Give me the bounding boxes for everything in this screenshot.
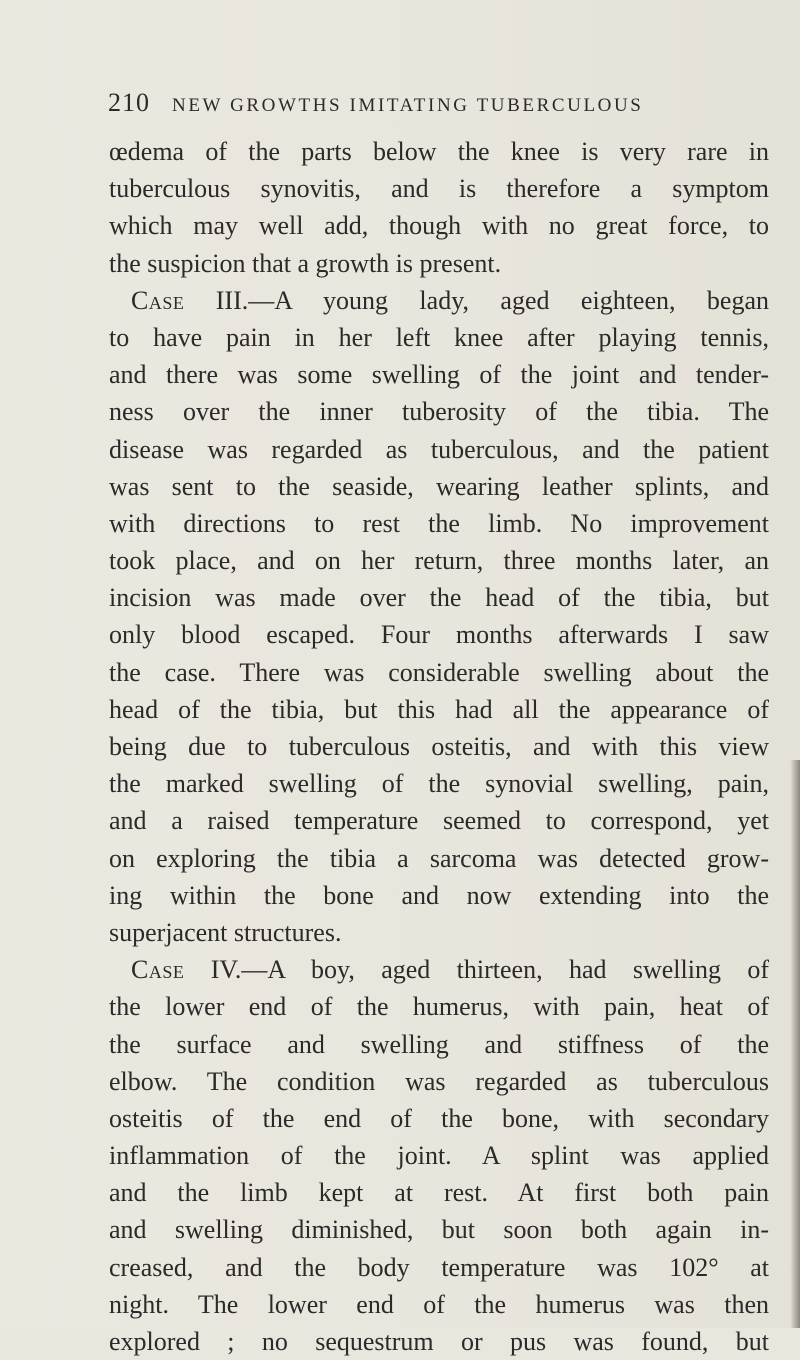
line-text: the lower end of the humerus, with pain, heat of (109, 992, 769, 1022)
case-heading: Case (131, 955, 185, 985)
line-text: and a raised temperature seemed to correspond, yet (109, 806, 769, 836)
text-line (109, 951, 769, 988)
text-line (109, 1063, 769, 1100)
text-line (109, 505, 769, 542)
text-line (109, 542, 769, 579)
text-line (109, 1286, 769, 1323)
page-header (108, 88, 728, 124)
line-text: explored ; no sequestrum or pus was found, but (109, 1327, 769, 1356)
text-line (109, 988, 769, 1025)
line-text: the suspicion that a growth is present. (109, 248, 502, 278)
text-line (109, 840, 769, 877)
running-head: NEW GROWTHS IMITATING TUBERCULOUS (172, 95, 644, 116)
text-line (109, 616, 769, 653)
text-line (109, 802, 769, 839)
text-line (109, 431, 769, 468)
text-line (109, 245, 769, 282)
line-text: ness over the inner tuberosity of the tibia. The (109, 397, 769, 427)
line-text: to have pain in her left knee after playing tennis, (109, 322, 769, 352)
page-edge-shadow (790, 760, 800, 1328)
line-text: creased, and the body temperature was 102° at (109, 1252, 769, 1282)
text-line (109, 133, 769, 170)
line-text: and there was some swelling of the joint and tender- (109, 360, 769, 390)
line-text: which may well add, though with no great force, to (109, 211, 769, 241)
line-text: and swelling diminished, but soon both again in- (109, 1215, 769, 1245)
line-text: III.—A young lady, aged eighteen, began (184, 285, 769, 315)
text-line (109, 579, 769, 616)
text-line (109, 654, 769, 691)
text-line (109, 1323, 769, 1360)
line-text: osteitis of the end of the bone, with secondary (109, 1103, 769, 1133)
line-text: the marked swelling of the synovial swelling, pain, (109, 769, 769, 799)
line-text: incision was made over the head of the tibia, but (109, 583, 769, 613)
text-line (109, 728, 769, 765)
text-line (109, 1249, 769, 1286)
text-line (109, 207, 769, 244)
text-line (109, 468, 769, 505)
line-text: being due to tuberculous osteitis, and with this view (109, 732, 769, 761)
line-text: superjacent structures. (109, 917, 342, 947)
line-text: inflammation of the joint. A splint was applied (109, 1141, 769, 1171)
line-text: head of the tibia, but this had all the appearance of (109, 694, 769, 724)
line-text: the case. There was considerable swelling about the (109, 657, 769, 687)
line-text: disease was regarded as tuberculous, and the patient (109, 434, 769, 464)
text-line (109, 170, 769, 207)
line-text: and the limb kept at rest. At first both pain (109, 1178, 769, 1208)
text-line (109, 877, 769, 914)
text-line (109, 1211, 769, 1248)
line-text: with directions to rest the limb. No improvement (109, 508, 769, 538)
text-line (109, 1174, 769, 1211)
page-number: 210 (108, 88, 150, 117)
line-text: the surface and swelling and stiffness of the (109, 1029, 769, 1059)
line-text: on exploring the tibia a sarcoma was detected grow- (109, 843, 769, 873)
text-line (109, 356, 769, 393)
text-line (109, 393, 769, 430)
text-line (109, 319, 769, 356)
text-line (109, 914, 769, 951)
text-line (109, 1100, 769, 1137)
body-text (109, 133, 769, 1360)
text-line (109, 282, 769, 319)
text-line (109, 691, 769, 728)
text-line (109, 765, 769, 802)
line-text: œdema of the parts below the knee is very rare in (109, 137, 769, 166)
line-text: IV.—A boy, aged thirteen, had swelling of (184, 955, 769, 985)
line-text: tuberculous synovitis, and is therefore a symptom (109, 174, 769, 204)
line-text: was sent to the seaside, wearing leather splints, and (109, 471, 769, 501)
text-line (109, 1137, 769, 1174)
text-line (109, 1026, 769, 1063)
line-text: ing within the bone and now extending into the (109, 880, 769, 910)
line-text: took place, and on her return, three months later, an (109, 546, 769, 576)
line-text: elbow. The condition was regarded as tuberculous (109, 1066, 769, 1096)
line-text: night. The lower end of the humerus was then (109, 1289, 769, 1319)
case-heading: Case (131, 285, 185, 315)
line-text: only blood escaped. Four months afterwards I saw (109, 620, 769, 650)
